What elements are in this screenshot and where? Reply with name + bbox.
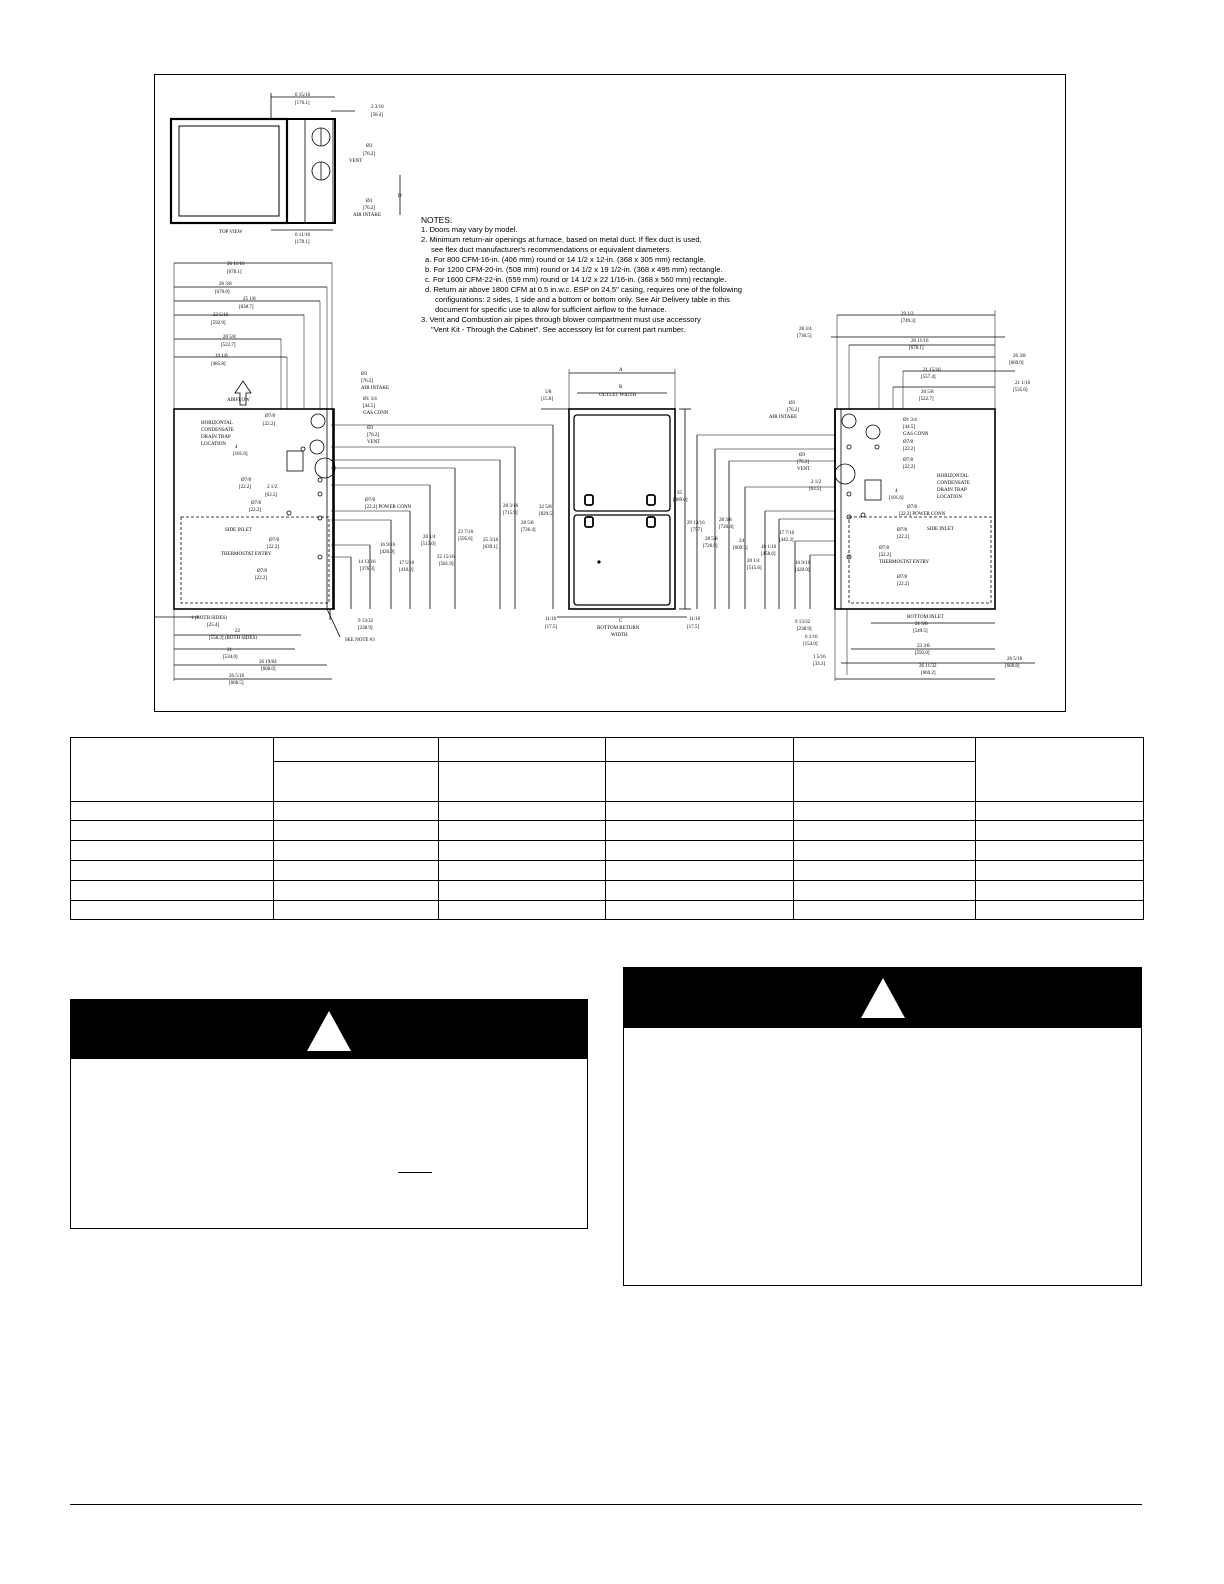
lv-h78d: Ø7/8 [269,538,279,543]
rv-v5: 20 1/4 [747,559,760,564]
lv-d5-mm: [522.7] [221,343,236,348]
rv-bottom-inlet: BOTTOM INLET [907,615,944,620]
rv-t1-mm: [749.3] [901,319,916,324]
top-dim-2: 2 3/10 [371,105,384,110]
lv-gas-dia: Ø1 3/4 [363,397,377,402]
rv-b5-mm: [33.3] [813,662,826,667]
top-dim-3-mm: [170.1] [295,240,310,245]
lv-gas-label: GAS CONN [363,411,389,416]
rv-v6-mm: [458.6] [761,552,776,557]
note-3b: "Vent Kit - Through the Cabinet". See accessory list for current part number. [431,325,686,334]
lv-d3: 25 1/8 [243,297,256,302]
top-vent-dia: Ø3 [366,144,373,149]
lv-d2: 26 3/8 [219,282,232,287]
note-3a: 3. Vent and Combustion air pipes through blower compartment must use accessory [421,315,701,324]
lv-hcdt-3: DRAIN TRAP [201,435,231,440]
rv-t2: 28 3/4 [799,327,812,332]
rv-power-dia: Ø7/8 [907,505,917,510]
lv-b6: 26 5/16 [229,674,245,679]
lv-b5: 26 19/64 [259,660,277,665]
table-cell [976,738,1144,802]
lv-h78a-mm: [22.2] [263,422,276,427]
rv-four: 4 [895,489,898,494]
rv-v5-mm: [515.6] [747,566,762,571]
lv-h78d-mm: [22.2] [267,545,280,550]
warning-box-right [623,967,1142,1286]
table-cell [274,738,439,762]
rv-vent-mm: [76.2] [797,460,810,465]
lv-h78c-mm: [22.2] [249,508,262,513]
lv-thermostat: THERMOSTAT ENTRY [221,552,272,557]
lv-twohalf: 2 1/2 [267,485,278,490]
lv-d6: 19 1/8 [215,354,228,359]
drawing-notes [421,215,781,335]
top-view-label: TOP VIEW [219,230,243,235]
lv-v6-mm: [595.6] [458,537,473,542]
lv-b5-mm: [668.0] [261,667,276,672]
rv-v1: 29 13/16 [687,521,705,526]
rv-b4-mm: [592.0] [915,651,930,656]
rv-b2-mm: [238.9] [797,627,812,632]
note-2-d3: document for specific use to allow for sufficient airflow to the furnace. [435,305,667,314]
table-cell [439,762,606,802]
lv-v5-mm: [581.9] [439,562,454,567]
lv-hcdt-1: HORIZONTAL [201,421,233,426]
table-row [71,881,1144,901]
lv-gas-mm: [44.5] [363,404,376,409]
lv-v5: 22 15/16 [437,555,455,560]
fv-width: WIDTH [611,633,628,638]
right-side-view [697,310,1035,681]
rv-t3: 26 11/16 [911,339,929,344]
lv-four-mm: [101.6] [233,452,248,457]
lv-side-inlet: SIDE INLET [225,528,252,533]
fv-top: 5/8 [545,390,552,395]
notes-title: NOTES: [421,215,453,225]
lv-v9-mm: [726.4] [521,528,536,533]
rv-t6: 21 1/16 [1015,381,1031,386]
rv-b7: 26 11/32 [919,664,937,669]
footer-rule [70,1504,1142,1505]
note-2-c: c. For 1600 CFM-22-in. (559 mm) round or 14 1/2 x 22 1/16-in. (368 x 560 mm) rectangle. [425,275,727,284]
rv-h78b-mm: [22.2] [903,465,916,470]
rv-b7-mm: [669.2] [921,671,936,676]
rv-b4: 23 3/8 [917,644,930,649]
lv-v9: 28 5/8 [521,521,534,526]
top-dim-1: 6 15/16 [295,93,311,98]
lv-air-dia: Ø3 [361,372,368,377]
lv-vent-label: VENT [367,440,381,445]
lv-air-mm: [76.2] [361,379,374,384]
rv-t4-mm: [669.9] [1009,361,1024,366]
fv-outlet: OUTLET WIDTH [599,393,637,398]
rv-v7: 17 7/16 [779,531,795,536]
lv-v10: 32 5/8 [539,505,552,510]
rv-v4: 24 [739,539,744,544]
warning-header [71,1000,587,1059]
lv-v1-mm: [376.3] [360,567,375,572]
top-dim-3: 6 11/16 [295,233,310,238]
rv-air-mm: [76.2] [787,408,800,413]
warning-header [624,968,1141,1028]
rv-gas-label: GAS CONN [903,432,929,437]
lv-power-dia: Ø7/8 [365,498,375,503]
warning-triangle-icon [306,1010,352,1052]
table-cell [274,762,439,802]
rv-h78a: Ø7/8 [903,440,913,445]
fv-b: B [619,385,623,390]
rv-t6-mm: [535.0] [1013,388,1028,393]
lv-hcdt-2: CONDENSATE [201,428,234,433]
rv-b6-mm: [668.8] [1005,664,1020,669]
top-vent-mm: [76.2] [363,152,376,157]
top-dim-2-mm: [58.4] [371,113,384,118]
rv-v4-mm: [609.5] [733,546,748,551]
table-header-row-1 [71,738,1144,762]
rv-h78c: Ø7/8 [897,528,907,533]
table-row [71,802,1144,821]
rv-b5: 1 5/16 [813,655,826,660]
lv-v7: 25 3/16 [483,538,499,543]
lv-v3-mm: [410.2] [399,568,414,573]
rv-t4: 26 3/8 [1013,354,1026,359]
rv-four-mm: [101.6] [889,496,904,501]
table-cell [606,762,794,802]
rv-air-dia: Ø3 [789,401,796,406]
lv-b3-mm: [558.3] (BOTH SIDES) [209,636,257,641]
lv-v10-mm: [829.5] [539,512,554,517]
top-vent-label: VENT [349,159,363,164]
fv-c: C [619,619,623,624]
rv-hcdt-2: CONDENSATE [937,481,970,486]
rv-twohalf-mm: [63.5] [809,487,822,492]
lv-h78a: Ø7/8 [265,414,275,419]
lv-d6-mm: [485.8] [211,362,226,367]
front-view [541,369,691,617]
rv-gas-dia: Ø1 3/4 [903,418,917,423]
lv-d1: 26 11/16 [227,262,245,267]
dimension-drawing [154,74,1066,712]
rv-v8-mm: [420.9] [795,568,810,573]
lv-h78b-mm: [22.2] [239,485,252,490]
lv-b3: 22 [235,629,240,634]
lv-b1: 1 (BOTH SIDES) [191,616,227,621]
lv-four: 4 [235,445,238,450]
rv-b1-mm: [549.5] [913,629,928,634]
lv-b4: 21 [227,648,232,653]
note-2b: see flex duct manufacturer's recommendations or equivalent diameters. [431,245,672,254]
lv-d2-mm: [670.0] [215,290,230,295]
rv-vent-label: VENT [797,467,811,472]
rv-h78a-mm: [22.2] [903,447,916,452]
lv-v2: 16 9/16 [380,543,396,548]
lv-b1-mm: [25.4] [207,623,220,628]
rv-twohalf: 2 1/2 [811,480,822,485]
rv-air-label: AIR INTAKE [769,415,798,420]
rv-v3: 28 3/8 [719,518,732,523]
note-2-b: b. For 1200 CFM-20-in. (508 mm) round or 14 1/2 x 19 1/2-in. (368 x 495 mm) rectangle. [425,265,723,274]
rv-t1: 29 1/2 [901,312,914,317]
lv-v2-mm: [420.9] [380,550,395,555]
fv-bottom-return: BOTTOM RETURN [597,626,640,631]
lv-twohalf-mm: [63.5] [265,493,278,498]
lv-h78e-mm: [22.2] [255,576,268,581]
rv-hcdt-4: LOCATION [937,495,962,500]
lv-v6: 23 7/16 [458,530,474,535]
lv-see-note: SEE NOTE #3 [345,638,375,643]
rv-hcdt-1: HORIZONTAL [937,474,969,479]
lv-d1-mm: [678.1] [227,270,242,275]
table-row [71,841,1144,861]
rv-t5: 21 15/16 [923,368,941,373]
rv-power: [22.2] POWER CONN [899,512,946,517]
rv-hcdt-3: DRAIN TRAP [937,488,967,493]
drawing-svg [155,75,1066,712]
rv-t7: 20 5/8 [921,390,934,395]
fv-a: A [619,368,623,373]
rv-h78c-mm: [22.2] [897,535,910,540]
lv-v8: 28 3/16 [503,504,519,509]
lv-air-label: AIR INTAKE [361,386,390,391]
table-cell [794,762,976,802]
note-2-a: a. For 800 CFM-16-in. (406 mm) round or 14 1/2 x 12-in. (368 x 305 mm) rectangle. [425,255,706,264]
rv-b3: 6 1/16 [805,635,818,640]
rv-v2-mm: [726.9] [703,544,718,549]
rv-v3-mm: [720.4] [719,525,734,530]
warning-triangle-icon [860,977,906,1019]
rv-t3-mm: [678.1] [909,346,924,351]
rv-h78d-mm: [22.2] [879,553,892,558]
lv-vent-mm: [76.2] [367,433,380,438]
rv-b6: 26 5/16 [1007,657,1023,662]
lv-b4-mm: [534.0] [223,655,238,660]
table-cell [71,738,274,802]
lv-v4-mm: [513.0] [421,542,436,547]
table-cell [606,738,794,762]
lv-b2: 9 13/32 [358,619,374,624]
rv-b1: 21 5/8 [915,622,928,627]
rv-v7-mm: [442.3] [779,538,794,543]
rv-side-inlet: SIDE INLET [927,527,954,532]
rv-vent-dia: Ø3 [799,453,806,458]
lv-d4: 23 5/16 [213,313,229,318]
lv-v1: 14 13/16 [358,560,376,565]
top-dim-1-mm: [176.1] [295,101,310,106]
underline-mark [398,1172,432,1173]
lv-d3-mm: [638.7] [239,305,254,310]
fv-l11-mm: [17.5] [545,625,558,630]
rv-h78e: Ø7/8 [897,575,907,580]
note-2a: 2. Minimum return-air openings at furnace, based on metal duct. If flex duct is used, [421,235,702,244]
rv-thermostat: THERMOSTAT ENTRY [879,560,930,565]
table-cell [794,738,976,762]
top-d-label: D [398,194,402,199]
top-air-label: AIR INTAKE [353,213,382,218]
rv-gas-mm: [44.5] [903,425,916,430]
lv-hcdt-4: LOCATION [201,442,226,447]
lv-vent-dia: Ø3 [367,426,374,431]
lv-h78b: Ø7/8 [241,478,251,483]
rv-t5-mm: [557.4] [921,375,936,380]
lv-v4: 20 1/4 [423,535,436,540]
fv-r11-mm: [17.5] [687,625,700,630]
fv-h35: 35 [677,491,682,496]
rv-h78e-mm: [22.2] [897,582,910,587]
lv-v8-mm: [715.9] [503,511,518,516]
table-cell [439,738,606,762]
lv-v7-mm: [639.1] [483,545,498,550]
rv-v2: 28 5/8 [705,537,718,542]
top-air-mm: [76.2] [363,206,376,211]
rv-v1-mm: [757] [691,528,702,533]
rv-v8: 16 9/16 [795,561,811,566]
table-row [71,861,1144,881]
fv-top-mm: [15.8] [541,397,554,402]
fv-r11: 11/16 [689,617,701,622]
top-air-dia: Ø3 [366,199,373,204]
lv-h78c: Ø7/8 [251,501,261,506]
rv-h78b: Ø7/8 [903,458,913,463]
note-2-d1: d. Return air above 1800 CFM at 0.5 in.w.c. ESP on 24.5" casing, requires one of the following [425,285,743,294]
rv-b2: 9 13/32 [795,620,811,625]
lv-d5: 20 5/8 [223,335,236,340]
table-row [71,821,1144,841]
rv-v6: 18 1/16 [761,545,777,550]
lv-b2-mm: [238.9] [358,626,373,631]
lv-d4-mm: [592.9] [211,321,226,326]
table-row [71,901,1144,920]
lv-v3: 17 5/16 [399,561,415,566]
note-2-d2: configurations: 2 sides, 1 side and a bottom or bottom only. See Air Delivery table in this [435,295,730,304]
lv-h78e: Ø7/8 [257,569,267,574]
lv-b6-mm: [668.5] [229,681,244,686]
warning-box-left [70,999,588,1229]
dimensions-table [70,737,1144,920]
lv-power: [22.2] POWER CONN [365,505,412,510]
fv-l11: 11/16 [545,617,557,622]
rv-b3-mm: [154.0] [803,642,818,647]
rv-h78d: Ø7/8 [879,546,889,551]
lv-airflow: AIRFLOW [227,398,250,403]
note-1: 1. Doors may vary by model. [421,225,518,234]
rv-t2-mm: [730.5] [797,334,812,339]
rv-t7-mm: [522.7] [919,397,934,402]
fv-h35-mm: [889.0] [673,498,688,503]
